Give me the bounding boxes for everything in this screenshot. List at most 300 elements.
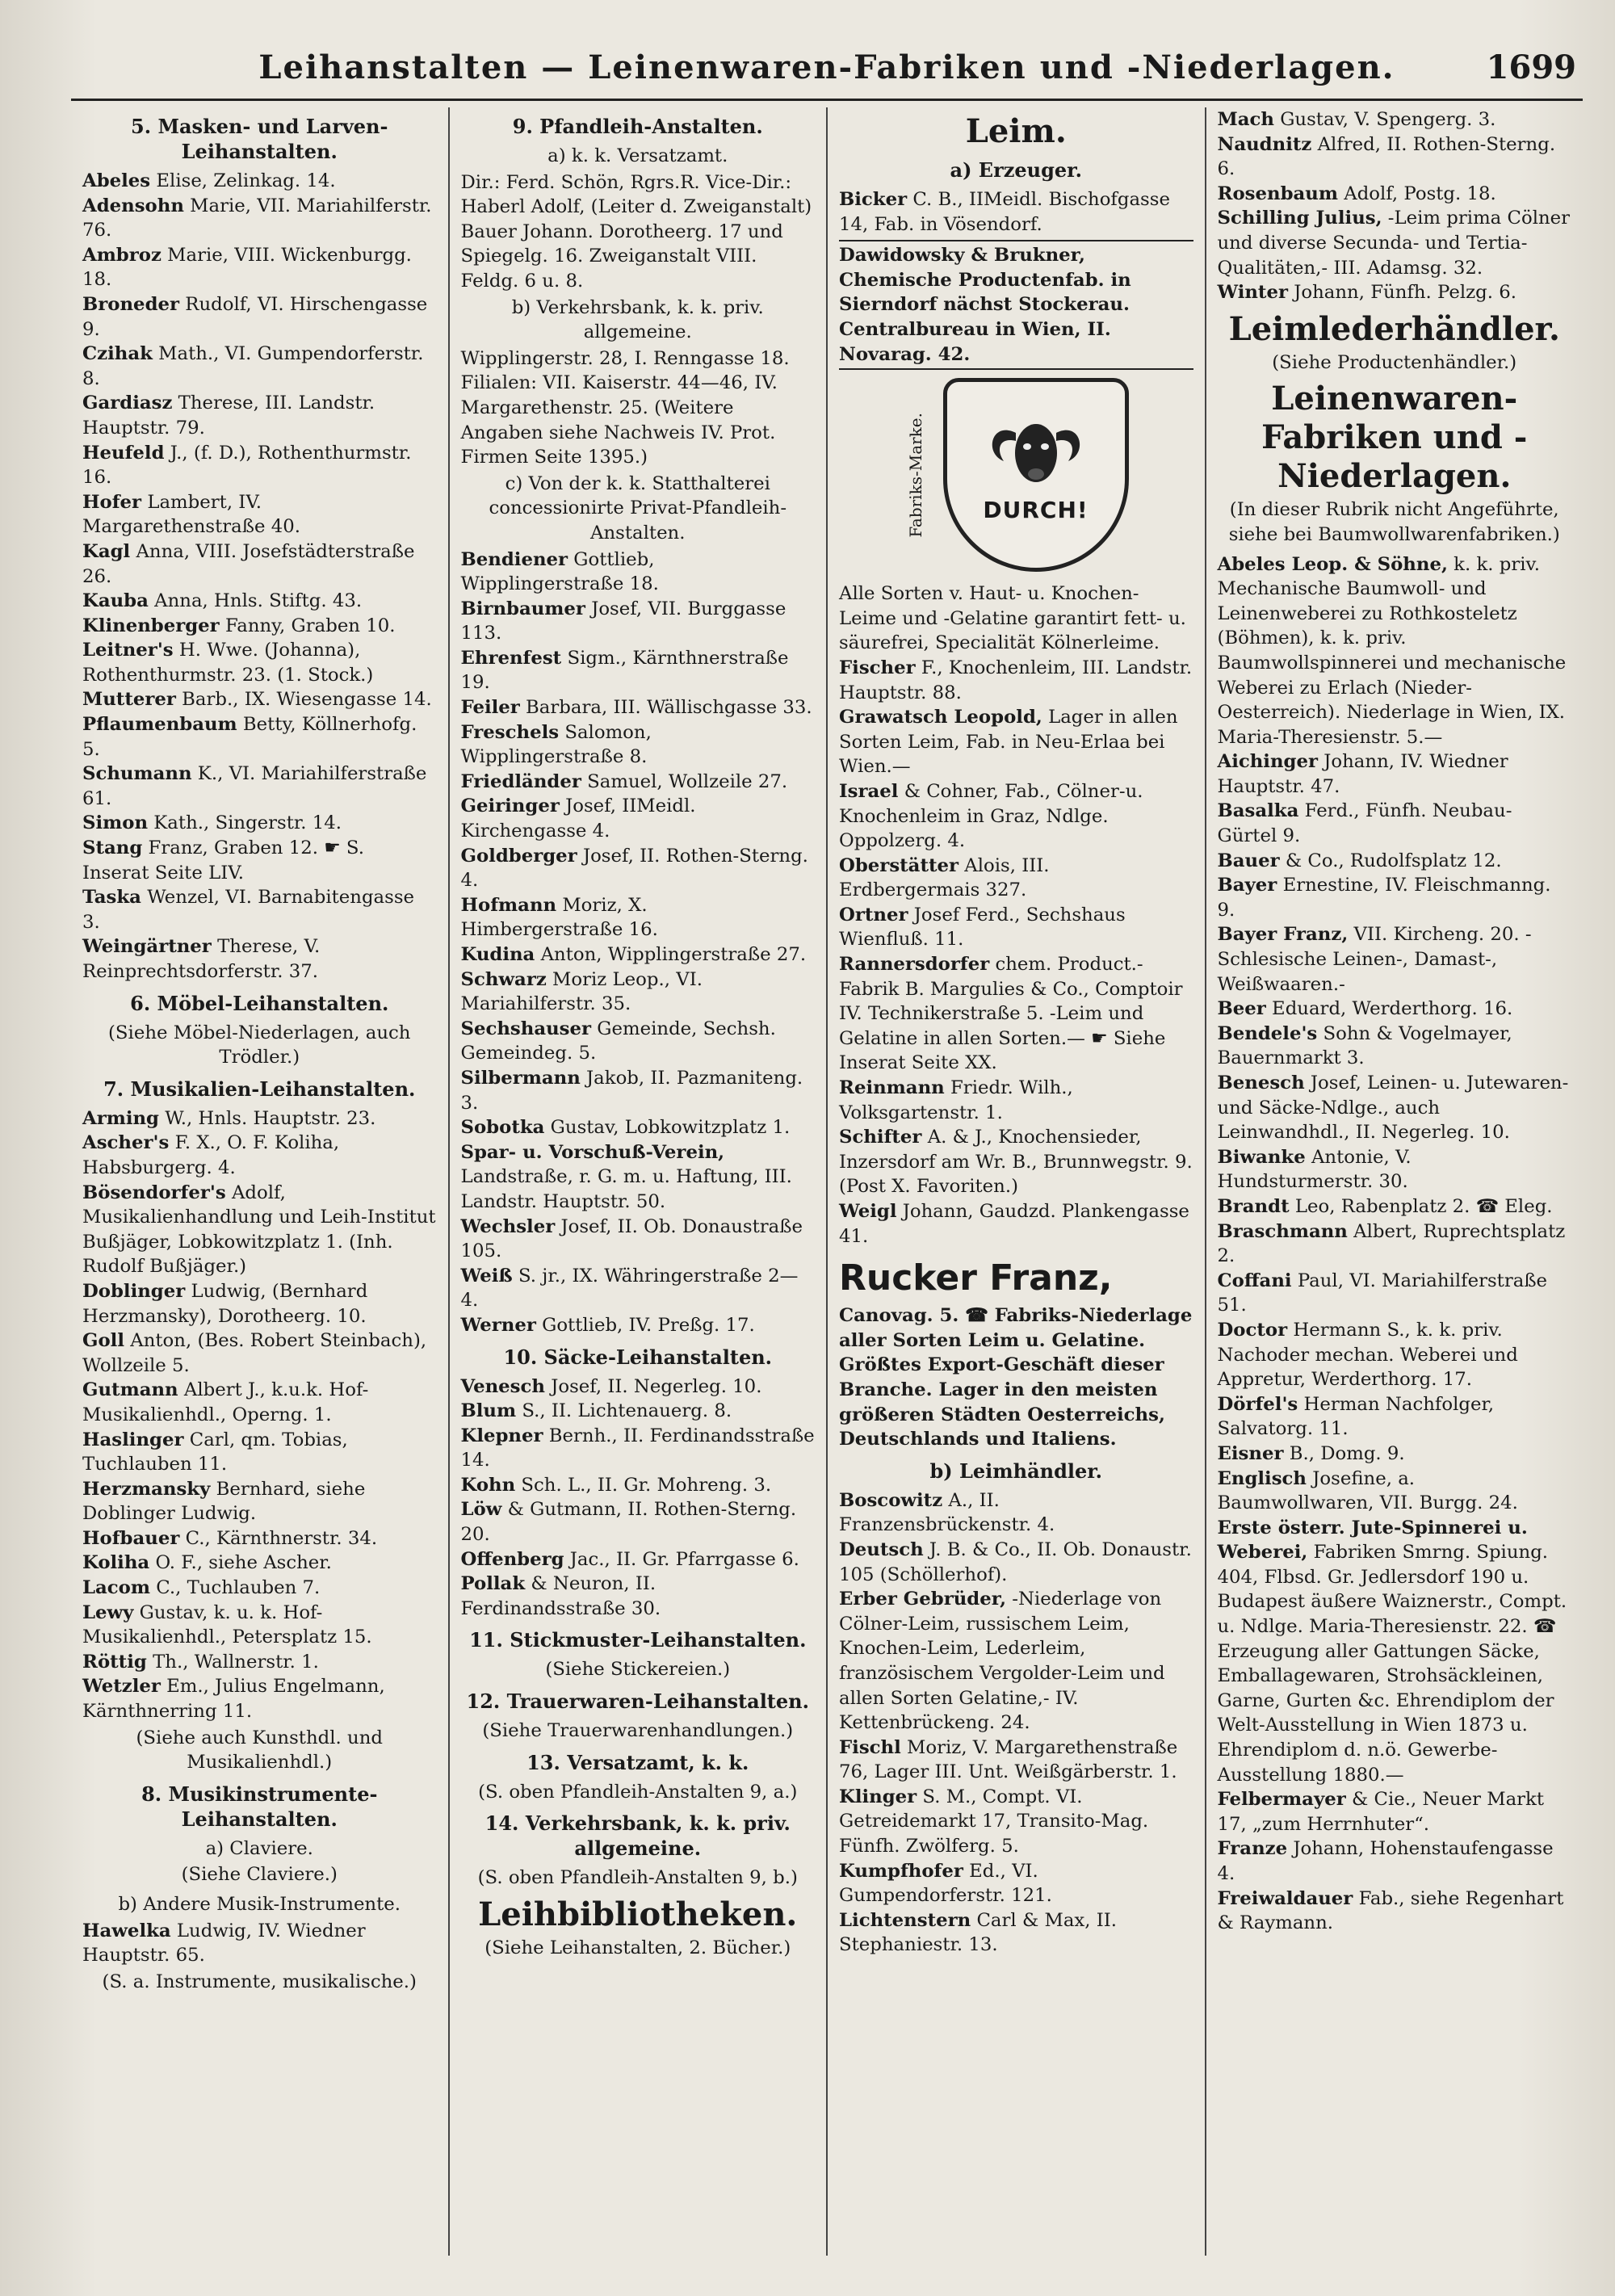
entry-name: Lichtenstern (839, 1909, 971, 1931)
directory-entry (1218, 1145, 1572, 1194)
directory-entry (1218, 873, 1572, 922)
entry-details: Marie, VII. Mariahilferstr. 76. (82, 195, 432, 241)
entry-details: Leo, Rabenplatz 2. ☎ Eleg. (1294, 1195, 1553, 1217)
entry-name: Kagl (82, 540, 131, 562)
entry-details: & Cie., Neuer Markt 17, „zum Herrnhuter“. (1217, 1789, 1545, 1835)
entry-details: Carl, qm. Tobias, Tuchlauben 11. (82, 1429, 348, 1475)
entry-details: Bernhard, siehe Doblinger Ludwig. (82, 1478, 366, 1525)
entry-name: Sechshauser (460, 1018, 592, 1039)
entry-name: Freschels (460, 721, 560, 743)
sub-heading: c) Von der k. k. Statthalterei concessionirte Privat-Pfandleih-Anstalten. (489, 472, 787, 544)
directory-entry (1218, 799, 1572, 848)
entry-details: Herman Nachfolger, Salvatorg. 11. (1217, 1393, 1495, 1440)
entry-details: Em., Julius Engelmann, Kärnthnerring 11. (82, 1676, 385, 1723)
directory-entry (839, 187, 1193, 237)
directory-entry (82, 292, 437, 342)
entry-details: Fab., siehe Regenhart & Raymann. (1217, 1887, 1564, 1934)
entry-details: -Niederlage von Cölner-Leim, russischem Leim, Knochen-Leim, Lederleim, französischem Vergolder-Leim und allen Sorten Gelatine,- IV. Kettenbrückeng. 24. (839, 1589, 1165, 1734)
entry-name: Mutterer (82, 689, 176, 711)
entry-details: H. Wwe. (Johanna), Rothenthurmstr. 23. (1. Stock.) (82, 640, 374, 686)
entry-name: Offenberg (460, 1548, 564, 1570)
entry-details: Sch. L., II. Gr. Mohreng. 3. (521, 1474, 772, 1496)
entry-details: Albert, Ruprechtsplatz 2. (1217, 1220, 1566, 1267)
entry-details: A., II. Franzensbrückenstr. 4. (839, 1489, 1055, 1536)
entry-name: Klinger (839, 1786, 917, 1807)
section-heading: 14. Verkehrsbank, k. k. priv. allgemeine. (484, 1811, 791, 1861)
category-heading: Leimlederhändler. (1228, 309, 1560, 348)
directory-entry (82, 1106, 437, 1131)
text-block: Dir.: Ferd. Schön, Rgrs.R. Vice-Dir.: Haberl Adolf, (Leiter d. Zweiganstalt) Bauer Johann. Dorotheerg. 17 und Spiegelg. 16. Zweiganstalt VIII. Feldg. 6 u. 8. (460, 171, 812, 292)
entry-name: Werner (460, 1314, 536, 1336)
entry-details: Anna, VIII. Josefstädterstraße 26. (82, 540, 415, 587)
section-heading: 12. Trauerwaren-Leihanstalten. (466, 1689, 809, 1714)
entry-details: Josefine, a. Baumwollwaren, VII. Burgg. 24. (1217, 1467, 1518, 1514)
directory-entry (1218, 1836, 1572, 1886)
directory-entry (839, 1736, 1193, 1785)
entry-name: Röttig (82, 1651, 147, 1673)
directory-entry (839, 656, 1193, 705)
entry-name: Gardiasz (82, 392, 173, 414)
entry-name: Doctor (1217, 1319, 1288, 1341)
entry-name: Kudina (460, 944, 535, 965)
directory-entry (461, 1424, 816, 1473)
entry-details: Therese, III. Landstr. Hauptstr. 79. (82, 392, 375, 439)
directory-entry (1218, 1392, 1572, 1442)
entry-name: Deutsch (839, 1538, 924, 1560)
entry-details: Sigm., Kärnthnerstraße 19. (460, 647, 789, 694)
entry-details: Barbara, III. Wällischgasse 33. (526, 697, 812, 719)
entry-details: Jac., II. Gr. Pfarrgasse 6. (569, 1548, 799, 1570)
directory-entry (82, 1328, 437, 1378)
directory-entry (1218, 1269, 1572, 1318)
entry-name: Coffani (1217, 1270, 1292, 1291)
directory-entry (82, 638, 437, 687)
entry-name: Haslinger (82, 1429, 184, 1450)
column-3 (828, 107, 1206, 2256)
entry-name: Schilling Julius, (1217, 208, 1382, 229)
entry-details: Sohn & Vogelmayer, Bauernmarkt 3. (1217, 1022, 1512, 1069)
directory-entry (82, 1131, 437, 1180)
entry-details: J., (f. D.), Rothenthurmstr. 16. (82, 442, 412, 489)
entry-details: A. & J., Knochensieder, Inzersdorf am Wr. B., Brunnwegstr. 9. (Post X. Favoriten.) (839, 1127, 1193, 1198)
directory-entry (1218, 552, 1572, 750)
entry-details: F., Knochenleim, III. Landstr. Hauptstr. 88. (839, 657, 1193, 703)
section-heading: 10. Säcke-Leihanstalten. (503, 1345, 773, 1369)
cross-reference-note: (S. oben Pfandleih-Anstalten 9, b.) (477, 1867, 798, 1889)
entry-details: S. jr., IX. Währingerstraße 2—4. (460, 1265, 799, 1312)
entry-details: Lambert, IV. Margarethenstraße 40. (82, 491, 300, 538)
directory-entry (82, 194, 437, 243)
directory-entry (1218, 922, 1572, 997)
directory-entry (1218, 997, 1572, 1022)
entry-name: Stang (82, 837, 143, 859)
entry-details: Paul, VI. Mariahilferstraße 51. (1217, 1270, 1548, 1316)
entry-details: Gottlieb, Wipplingerstraße 18. (460, 548, 659, 595)
cross-reference-note: (Siehe Möbel-Niederlagen, auch Trödler.) (108, 1022, 411, 1068)
directory-entry (461, 794, 816, 843)
entry-details: Ed., VI. Gumpendorferstr. 121. (839, 1860, 1052, 1907)
category-heading: Leihbibliotheken. (478, 1895, 798, 1933)
entry-name: Weigl (839, 1201, 897, 1222)
entry-details: VII. Kircheng. 20. -Schlesische Leinen-, Damast-, Weißwaaren.- (1217, 924, 1532, 995)
entry-details: Johann, Hohenstaufengasse 4. (1217, 1838, 1554, 1884)
entry-name: Eisner (1217, 1442, 1284, 1464)
directory-entry (1218, 107, 1572, 132)
shield-logo (943, 378, 1129, 572)
directory-entry (82, 1601, 437, 1650)
section-heading: b) Leimhändler. (929, 1459, 1103, 1483)
directory-entry (82, 490, 437, 539)
directory-entry (82, 712, 437, 762)
entry-name: Dörfel's (1217, 1393, 1298, 1415)
entry-details: Johann, Gaudzd. Plankengasse 41. (839, 1201, 1189, 1247)
entry-details: Josef Ferd., Sechshaus Wienfluß. 11. (839, 904, 1126, 951)
entry-details: Ludwig, IV. Wiedner Hauptstr. 65. (82, 1920, 366, 1967)
entry-details: Barb., IX. Wiesengasse 14. (182, 689, 432, 711)
entry-name: Broneder (82, 293, 180, 315)
entry-name: Kohn (460, 1474, 516, 1496)
entry-name: Bendele's (1217, 1022, 1318, 1044)
cross-reference-note: (In dieser Rubrik nicht Angeführte, siehe bei Baumwollwarenfabriken.) (1228, 499, 1560, 545)
entry-name: Birnbaumer (460, 598, 585, 619)
entry-name: Bicker (839, 189, 908, 210)
directory-entry (82, 1576, 437, 1601)
entry-name: Löw (460, 1499, 502, 1521)
entry-name: Rannersdorfer (839, 954, 990, 976)
directory-entry (461, 646, 816, 695)
directory-entry (839, 952, 1193, 1076)
entry-details: Josef, Leinen- u. Jutewaren- und Säcke-Ndlge., auch Leinwandhdl., II. Negerleg. 10. (1217, 1072, 1569, 1144)
entry-details: -Leim prima Cölner und diverse Secunda- und Tertia-Qualitäten,- III. Adamsg. 32. (1217, 208, 1571, 279)
cross-reference-note: (Siehe Leihanstalten, 2. Bücher.) (484, 1937, 791, 1958)
section-heading: 11. Stickmuster-Leihanstalten. (469, 1628, 807, 1652)
entry-name: Czihak (82, 343, 153, 365)
entry-details: Eduard, Werderthorg. 16. (1272, 998, 1513, 1020)
directory-entry (461, 1473, 816, 1498)
directory-entry (82, 441, 437, 490)
text-block: Wipplingerstr. 28, I. Renngasse 18. Filialen: VII. Kaiserstr. 44—46, IV. Margarethenstr. 25. (Weitere Angaben siehe Nachweis IV. Prot. Firmen Seite 1395.) (460, 347, 790, 468)
entry-details: Ferd., Fünfh. Neubau-Gürtel 9. (1217, 800, 1512, 847)
entry-details: Salomon, Wipplingerstraße 8. (460, 721, 652, 768)
entry-name: Biwanke (1217, 1146, 1306, 1168)
entry-name: Goll (82, 1330, 124, 1352)
entry-name: Sobotka (460, 1117, 545, 1139)
entry-name: Israel (839, 780, 899, 802)
entry-details: Math., VI. Gumpendorferstr. 8. (82, 343, 424, 389)
entry-details: J. B. & Co., II. Ob. Donaustr. 105 (Schöllerhof). (839, 1538, 1192, 1585)
entry-details: Samuel, Wollzeile 27. (587, 770, 788, 792)
directory-entry (839, 1076, 1193, 1125)
directory-entry (461, 893, 816, 942)
entry-details: Josef, II. Negerleg. 10. (551, 1375, 762, 1397)
entry-details: C., Tuchlauben 7. (156, 1577, 321, 1599)
entry-name: Aichinger (1217, 751, 1318, 773)
directory-entry (82, 811, 437, 836)
entry-name: Bayer (1217, 875, 1277, 896)
entry-details: Kath., Singerstr. 14. (153, 812, 342, 834)
directory-entry (1218, 849, 1572, 874)
section-heading: 5. Masken- und Larven-Leihanstalten. (131, 115, 388, 163)
entry-details: Josef, IIMeidl. Kirchengasse 4. (460, 795, 696, 842)
directory-entry (1218, 1194, 1572, 1219)
entry-details: & Co., Rudolfsplatz 12. (1285, 850, 1502, 871)
directory-entry (1218, 1022, 1572, 1071)
entry-name: Simon (82, 812, 149, 834)
entry-name: Adensohn (82, 195, 184, 216)
entry-name: Hofer (82, 491, 142, 513)
trademark-stamp (839, 378, 1193, 572)
directory-entry (82, 1650, 437, 1675)
directory-entry (1218, 1467, 1572, 1516)
directory-entry (82, 169, 437, 194)
entry-details: Moriz Leop., VI. Mariahilferstr. 35. (460, 968, 703, 1015)
entry-name: Englisch (1217, 1467, 1307, 1489)
directory-entry (82, 836, 437, 885)
directory-entry (1218, 280, 1572, 305)
entry-name: Basalka (1217, 800, 1299, 822)
entry-details: Johann, Fünfh. Pelzg. 6. (1294, 282, 1516, 304)
entry-details: Alois, III. Erdbergermais 327. (839, 854, 1050, 901)
advertisement-name: Rucker Franz, (839, 1257, 1113, 1299)
entry-details: Anton, Wipplingerstraße 27. (540, 944, 807, 965)
directory-entry (461, 1375, 816, 1400)
text-block: Alle Sorten v. Haut- u. Knochen-Leime und -Gelatine garantirt fett- u. säurefrei, Specialität Kölnerleime. (839, 583, 1186, 654)
directory-entry (82, 885, 437, 934)
entry-name: Hofmann (460, 894, 557, 916)
entry-name: Ambroz (82, 244, 162, 266)
cross-reference-note: (Siehe Productenhändler.) (1272, 351, 1517, 373)
entry-details: & Gutmann, II. Rothen-Sterng. 20. (460, 1499, 797, 1546)
directory-entry (82, 1674, 437, 1723)
entry-name: Weingärtner (82, 936, 212, 958)
directory-entry (839, 1125, 1193, 1199)
advertisement-box: Dawidowsky & Brukner, Chemische Productenfab. in Sierndorf nächst Stockerau. Centralbureau in Wien, II. Novarag. 42. (839, 240, 1193, 370)
directory-entry (1218, 132, 1572, 182)
entry-details: Josef, II. Rothen-Sterng. 4. (460, 845, 808, 892)
directory-entry (1218, 1516, 1572, 1788)
entry-name: Geiringer (460, 795, 560, 817)
directory-entry (461, 597, 816, 646)
entry-details: Th., Wallnerstr. 1. (153, 1651, 319, 1673)
entry-name: Hawelka (82, 1920, 171, 1941)
cross-reference-note: (S. a. Instrumente, musikalische.) (102, 1971, 417, 1992)
entry-details: Franz, Graben 12. ☛ S. Inserat Seite LIV. (82, 837, 364, 884)
directory-entry (1218, 1442, 1572, 1467)
directory-entry (1218, 182, 1572, 207)
directory-entry (1218, 1219, 1572, 1269)
cross-reference-note: (Siehe Stickereien.) (545, 1659, 731, 1681)
directory-entry (82, 539, 437, 589)
entry-details: Betty, Köllnerhofg. 5. (82, 714, 417, 760)
entry-name: Bösendorfer's (82, 1182, 226, 1203)
entry-name: Fischl (839, 1736, 901, 1758)
column-2 (450, 107, 828, 2256)
directory-entry (461, 1215, 816, 1264)
entry-name: Abeles Leop. & Söhne, (1217, 553, 1448, 575)
section-heading: a) Erzeuger. (950, 158, 1082, 182)
directory-entry (82, 614, 437, 639)
entry-name: Beer (1217, 998, 1266, 1020)
entry-name: Schwarz (460, 968, 547, 990)
entry-details: Therese, V. Reinprechtsdorferstr. 37. (82, 936, 321, 982)
entry-details: S. M., Compt. VI. Getreidemarkt 17, Transito-Mag. Fünfh. Zwölferg. 5. (839, 1786, 1149, 1857)
section-heading: 8. Musikinstrumente-Leihanstalten. (141, 1782, 378, 1831)
page-title: Leihanstalten — Leinenwaren-Fabriken und -Niederlagen. (258, 48, 1395, 86)
directory-entry (82, 1526, 437, 1551)
column-1 (71, 107, 450, 2256)
directory-entry (839, 1199, 1193, 1249)
entry-details: & Cohner, Fab., Cölner-u. Knochenleim in Graz, Ndlge. Oppolzerg. 4. (839, 780, 1143, 852)
entry-name: Naudnitz (1217, 133, 1312, 155)
entry-name: Ascher's (82, 1132, 170, 1154)
entry-name: Ehrenfest (460, 647, 562, 669)
directory-entry (82, 243, 437, 292)
directory-entry (839, 705, 1193, 779)
trademark-caption: Fabriks-Marke. (905, 412, 925, 538)
ram-head-icon (975, 397, 1097, 493)
directory-entry (461, 968, 816, 1017)
directory-entry (461, 1497, 816, 1547)
directory-entry (461, 1399, 816, 1424)
directory-entry (839, 854, 1193, 903)
page-header (71, 42, 1583, 101)
entry-details: O. F., siehe Ascher. (155, 1552, 332, 1574)
sub-heading: b) Verkehrsbank, k. k. priv. allgemeine. (511, 296, 764, 343)
entry-details: K., VI. Mariahilferstraße 61. (82, 763, 427, 809)
entry-details: Josef, II. Ob. Donaustraße 105. (460, 1215, 803, 1262)
columns (71, 107, 1583, 2256)
cross-reference-note: (S. oben Pfandleih-Anstalten 9, a.) (478, 1781, 798, 1803)
entry-name: Mach (1217, 109, 1274, 130)
entry-name: Erber Gebrüder, (839, 1589, 1007, 1610)
entry-name: Kauba (82, 590, 149, 612)
entry-name: Abeles (82, 170, 151, 191)
entry-details: & Neuron, II. Ferdinandsstraße 30. (460, 1573, 661, 1619)
entry-details: Albert J., k.u.k. Hof-Musikalienhdl., Operng. 1. (82, 1379, 369, 1425)
entry-details: B., Domg. 9. (1289, 1442, 1405, 1464)
entry-name: Boscowitz (839, 1489, 943, 1511)
entry-details: Gottlieb, IV. Preßg. 17. (542, 1314, 755, 1336)
directory-entry (839, 903, 1193, 952)
entry-name: Franze (1217, 1838, 1288, 1860)
entry-details: Ludwig, (Bernhard Herzmansky), Dorotheerg. 10. (82, 1280, 368, 1327)
cross-reference-note: (Siehe Claviere.) (181, 1864, 338, 1886)
entry-details: Gustav, V. Spengerg. 3. (1280, 109, 1496, 130)
entry-details: Carl & Max, II. Stephaniestr. 13. (839, 1909, 1118, 1956)
section-heading: 6. Möbel-Leihanstalten. (130, 991, 389, 1015)
trademark-word: DURCH! (983, 497, 1089, 524)
directory-entry (1218, 1787, 1572, 1836)
section-heading: 9. Pfandleih-Anstalten. (512, 115, 763, 138)
section-heading: 13. Versatzamt, k. k. (526, 1750, 749, 1774)
directory-entry (839, 1785, 1193, 1859)
cross-reference-note: (Siehe Trauerwarenhandlungen.) (482, 1720, 794, 1742)
entry-details: W., Hnls. Hauptstr. 23. (165, 1107, 376, 1129)
entry-details: Wenzel, VI. Barnabitengasse 3. (82, 887, 415, 933)
entry-name: Pflaumenbaum (82, 714, 237, 736)
entry-details: Bernh., II. Ferdinandsstraße 14. (460, 1425, 815, 1471)
directory-entry (461, 1140, 816, 1215)
directory-entry (461, 695, 816, 720)
entry-name: Blum (460, 1400, 517, 1422)
page-number: 1699 (1486, 48, 1576, 86)
directory-entry (839, 1908, 1193, 1958)
directory-entry (461, 1115, 816, 1140)
directory-entry (461, 548, 816, 597)
entry-name: Schifter (839, 1127, 922, 1148)
entry-name: Braschmann (1217, 1220, 1348, 1242)
entry-details: Friedr. Wilh., Volksgartenstr. 1. (839, 1077, 1073, 1123)
entry-details: Fabriken Smrng. Spiung. 404, Flbsd. Gr. Jedlersdorf 190 u. Budapest äußere Waiznerstr., Compt. u. Ndlge. Maria-Theresienstr. 22. ☎ Erzeugung aller Gattungen Säcke, Emballagewaren, Strohsäckleinen, Garne, Gurten &c. Ehrendiplom der Welt-Ausstellung in Wien 1873 u. Ehrendiplom d. n.ö. Gewerbe-Ausstellung 1880.— (1217, 1542, 1567, 1786)
entry-details: Alfred, II. Rothen-Sterng. 6. (1217, 133, 1556, 180)
directory-entry (1218, 206, 1572, 280)
entry-name: Fischer (839, 657, 916, 678)
directory-entry (839, 1488, 1193, 1538)
directory-entry (1218, 749, 1572, 799)
directory-entry (82, 342, 437, 391)
entry-name: Schumann (82, 763, 192, 785)
directory-entry (82, 687, 437, 712)
directory-entry (461, 1264, 816, 1313)
entry-name: Herzmansky (82, 1478, 211, 1500)
directory-entry (82, 1551, 437, 1576)
category-heading: Leinenwaren-Fabriken und -Niederlagen. (1261, 380, 1528, 496)
directory-entry (839, 1859, 1193, 1908)
entry-name: Taska (82, 887, 141, 909)
entry-name: Wetzler (82, 1676, 161, 1698)
entry-name: Lacom (82, 1577, 151, 1599)
entry-name: Arming (82, 1107, 159, 1129)
directory-entry (461, 1066, 816, 1115)
directory-entry (82, 391, 437, 440)
directory-entry (461, 1313, 816, 1338)
entry-name: Reinmann (839, 1077, 945, 1099)
entry-details: Moriz, V. Margarethenstraße 76, Lager III. Unt. Weißgärberstr. 1. (839, 1736, 1178, 1783)
entry-details: C., Kärnthnerstr. 34. (185, 1527, 378, 1549)
entry-details: Gemeinde, Sechsh. Gemeindeg. 5. (460, 1018, 776, 1064)
entry-name: Erste österr. Jute-Spinnerei u. Weberei, (1217, 1517, 1528, 1564)
entry-name: Friedländer (460, 770, 581, 792)
entry-details: Landstraße, r. G. m. u. Haftung, III. Landstr. Hauptstr. 50. (460, 1166, 792, 1212)
entry-name: Goldberger (460, 845, 577, 867)
entry-name: Koliha (82, 1552, 150, 1574)
entry-details: Fanny, Graben 10. (224, 615, 396, 636)
entry-details: Anna, Hnls. Stiftg. 43. (154, 590, 363, 612)
directory-entry (461, 1572, 816, 1621)
entry-name: Klepner (460, 1425, 543, 1446)
entry-name: Doblinger (82, 1280, 186, 1302)
entry-details: Gustav, Lobkowitzplatz 1. (550, 1117, 791, 1139)
entry-name: Gutmann (82, 1379, 178, 1401)
entry-name: Heufeld (82, 442, 165, 464)
entry-details: Antonie, V. Hundsturmerstr. 30. (1217, 1146, 1412, 1193)
entry-details: Gustav, k. u. k. Hof-Musikalienhdl., Petersplatz 15. (82, 1601, 372, 1648)
entry-details: Josef, VII. Burggasse 113. (460, 598, 787, 644)
entry-details: Rudolf, VI. Hirschengasse 9. (82, 293, 428, 340)
directory-entry (82, 1919, 437, 1968)
entry-name: Ortner (839, 904, 908, 926)
cross-reference-note: (Siehe auch Kunsthdl. und Musikalienhdl.) (136, 1727, 383, 1773)
directory-entry (461, 770, 816, 795)
entry-name: Klinenberger (82, 615, 220, 636)
entry-name: Kumpfhofer (839, 1860, 963, 1882)
entry-details: Moriz, X. Himbergerstraße 16. (460, 894, 658, 941)
entry-details: Ernestine, IV. Fleischmanng. 9. (1217, 875, 1551, 921)
entry-details: chem. Product.-Fabrik B. Margulies & Co., Comptoir IV. Technikerstraße 5. -Leim und Gelatine in allen Sorten.— ☛ Siehe Inserat Seite XX. (839, 954, 1183, 1074)
entry-name: Hofbauer (82, 1527, 180, 1549)
directory-entry (82, 1378, 437, 1427)
entry-details: k. k. priv. Mechanische Baumwoll- und Leinenweberei zu Rothkosteletz (Böhmen), k. k. priv. Baumwollspinnerei und mechanische Weberei zu Erlach (Nieder-Oesterreich). Niederlage in Wien, IX. Maria-Theresienstr. 5.— (1217, 553, 1567, 748)
